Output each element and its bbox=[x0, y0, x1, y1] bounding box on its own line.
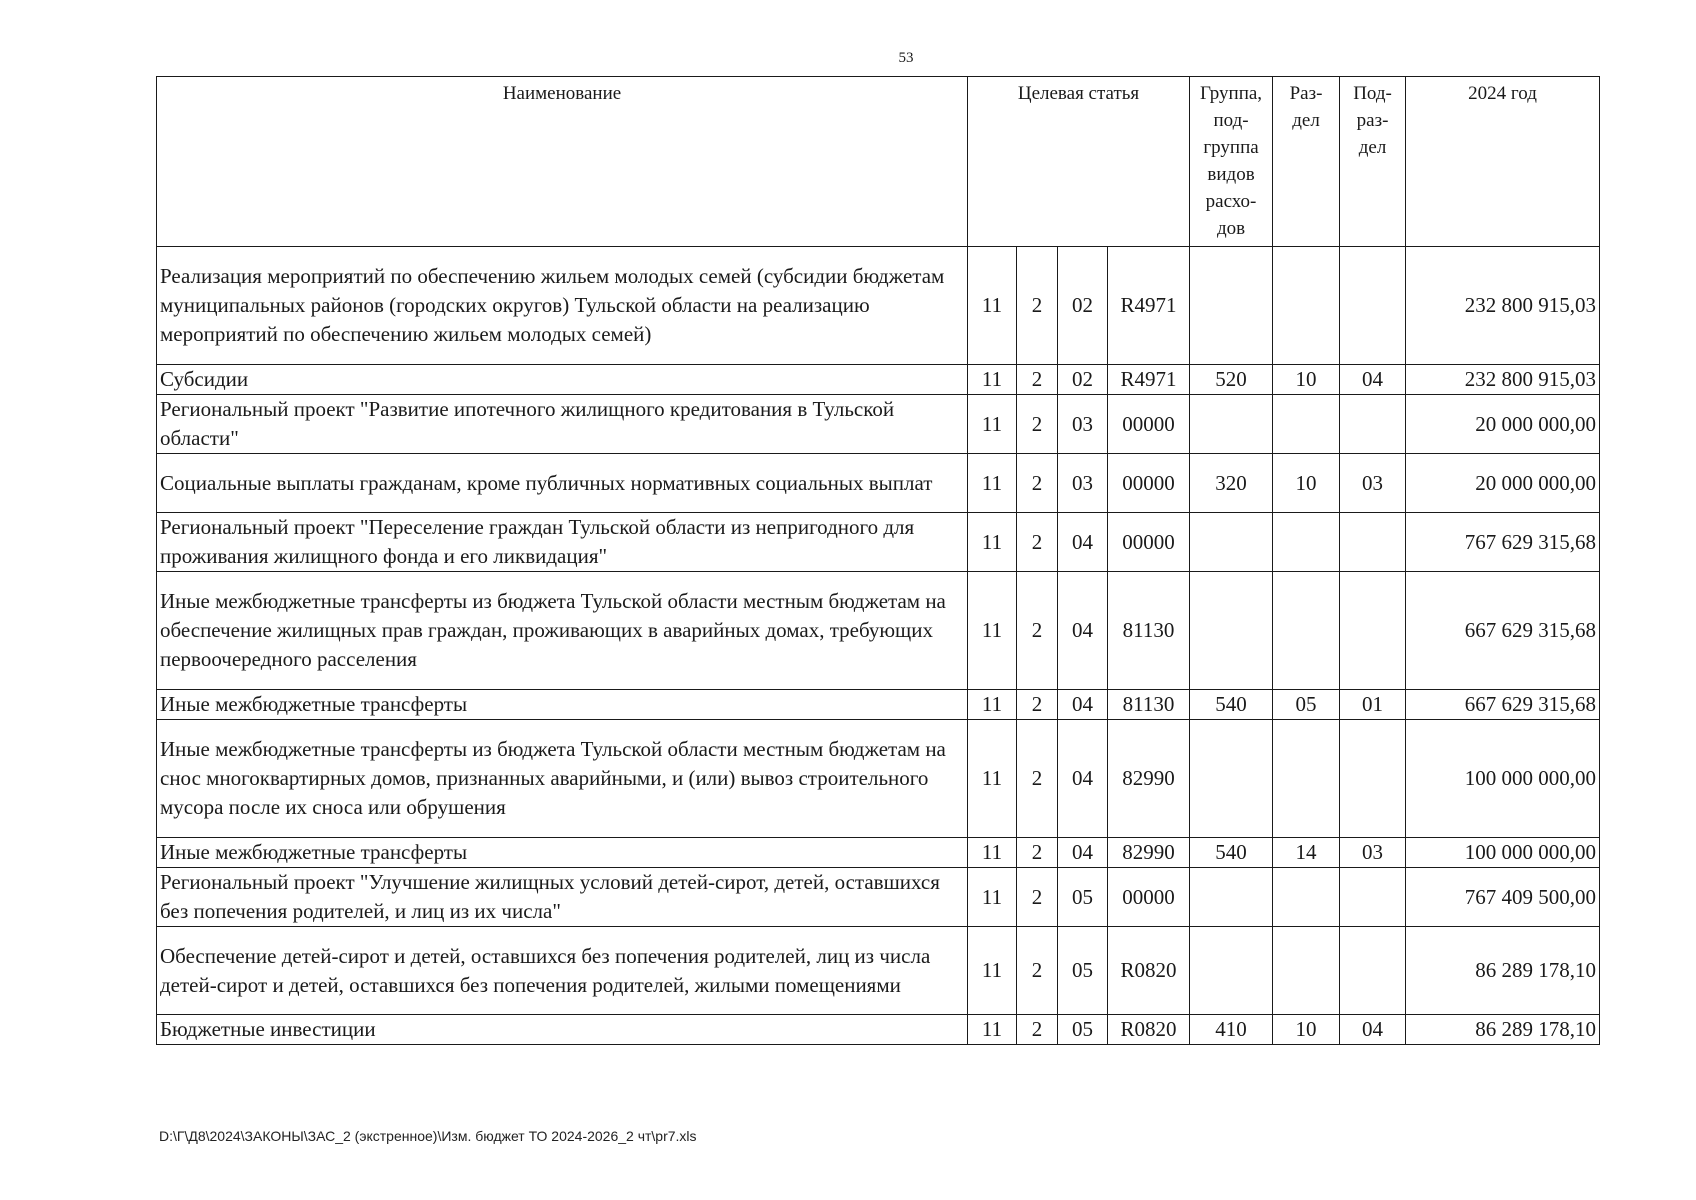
target-code-element: 05 bbox=[1058, 927, 1108, 1015]
row-name: Социальные выплаты гражданам, кроме публичных нормативных социальных выплат bbox=[157, 454, 968, 513]
expense-group bbox=[1190, 247, 1273, 365]
row-name: Обеспечение детей-сирот и детей, оставшихся без попечения родителей, лиц из числа детей-сирот и детей, оставшихся без попечения родителей, жилыми помещениями bbox=[157, 927, 968, 1015]
expense-group: 540 bbox=[1190, 838, 1273, 868]
target-code-program: 11 bbox=[968, 513, 1017, 572]
target-code-program: 11 bbox=[968, 690, 1017, 720]
target-code-type: 2 bbox=[1017, 927, 1058, 1015]
amount: 20 000 000,00 bbox=[1406, 395, 1600, 454]
target-code-element: 02 bbox=[1058, 247, 1108, 365]
target-code-program: 11 bbox=[968, 927, 1017, 1015]
target-code-type: 2 bbox=[1017, 720, 1058, 838]
target-code-program: 11 bbox=[968, 395, 1017, 454]
header-row bbox=[157, 77, 1600, 247]
section bbox=[1273, 720, 1340, 838]
target-code-direction: 82990 bbox=[1108, 720, 1190, 838]
row-name: Реализация мероприятий по обеспечению жильем молодых семей (субсидии бюджетам муниципальных районов (городских округов) Тульской области на реализацию мероприятий по обеспечению жильем молодых семей) bbox=[157, 247, 968, 365]
row-name: Бюджетные инвестиции bbox=[157, 1015, 968, 1045]
amount: 232 800 915,03 bbox=[1406, 365, 1600, 395]
subsection bbox=[1340, 395, 1406, 454]
target-code-element: 04 bbox=[1058, 720, 1108, 838]
target-code-direction: 00000 bbox=[1108, 513, 1190, 572]
amount: 767 409 500,00 bbox=[1406, 868, 1600, 927]
target-code-direction: R0820 bbox=[1108, 1015, 1190, 1045]
target-code-program: 11 bbox=[968, 1015, 1017, 1045]
target-code-program: 11 bbox=[968, 454, 1017, 513]
amount: 86 289 178,10 bbox=[1406, 927, 1600, 1015]
target-code-element: 04 bbox=[1058, 572, 1108, 690]
subsection bbox=[1340, 868, 1406, 927]
target-code-direction: 82990 bbox=[1108, 838, 1190, 868]
amount: 100 000 000,00 bbox=[1406, 838, 1600, 868]
amount: 232 800 915,03 bbox=[1406, 247, 1600, 365]
target-code-program: 11 bbox=[968, 572, 1017, 690]
section: 10 bbox=[1273, 454, 1340, 513]
target-code-element: 02 bbox=[1058, 365, 1108, 395]
budget-table bbox=[156, 76, 1600, 1045]
row-name: Региональный проект "Улучшение жилищных условий детей-сирот, детей, оставшихся без попечения родителей, и лиц из их числа" bbox=[157, 868, 968, 927]
target-code-type: 2 bbox=[1017, 365, 1058, 395]
target-code-type: 2 bbox=[1017, 690, 1058, 720]
table-row bbox=[157, 927, 1600, 1015]
target-code-direction: 00000 bbox=[1108, 395, 1190, 454]
target-code-element: 05 bbox=[1058, 1015, 1108, 1045]
section bbox=[1273, 513, 1340, 572]
subsection: 03 bbox=[1340, 838, 1406, 868]
row-name: Иные межбюджетные трансферты bbox=[157, 690, 968, 720]
table-row bbox=[157, 572, 1600, 690]
subsection bbox=[1340, 572, 1406, 690]
expense-group bbox=[1190, 513, 1273, 572]
target-code-type: 2 bbox=[1017, 513, 1058, 572]
amount: 100 000 000,00 bbox=[1406, 720, 1600, 838]
target-code-direction: R4971 bbox=[1108, 365, 1190, 395]
amount: 667 629 315,68 bbox=[1406, 690, 1600, 720]
target-code-direction: 81130 bbox=[1108, 572, 1190, 690]
target-code-type: 2 bbox=[1017, 454, 1058, 513]
subsection: 03 bbox=[1340, 454, 1406, 513]
section bbox=[1273, 572, 1340, 690]
subsection: 04 bbox=[1340, 365, 1406, 395]
header-name: Наименование bbox=[157, 77, 968, 247]
table-row bbox=[157, 1015, 1600, 1045]
target-code-element: 04 bbox=[1058, 513, 1108, 572]
table-row bbox=[157, 513, 1600, 572]
section: 10 bbox=[1273, 1015, 1340, 1045]
page-number: 53 bbox=[898, 50, 914, 66]
file-path-footer: D:\Г\Д8\2024\ЗАКОНЫ\ЗАС_2 (экстренное)\Изм. бюджет ТО 2024-2026_2 чт\pr7.xls bbox=[159, 1128, 697, 1144]
header-target: Целевая статья bbox=[968, 77, 1190, 247]
target-code-direction: R4971 bbox=[1108, 247, 1190, 365]
expense-group: 540 bbox=[1190, 690, 1273, 720]
target-code-element: 05 bbox=[1058, 868, 1108, 927]
target-code-element: 04 bbox=[1058, 690, 1108, 720]
row-name: Иные межбюджетные трансферты из бюджета Тульской области местным бюджетам на снос многоквартирных домов, признанных аварийными, и (или) вывоз строительного мусора после их сноса или обрушения bbox=[157, 720, 968, 838]
amount: 767 629 315,68 bbox=[1406, 513, 1600, 572]
expense-group bbox=[1190, 720, 1273, 838]
target-code-type: 2 bbox=[1017, 247, 1058, 365]
target-code-program: 11 bbox=[968, 365, 1017, 395]
row-name: Иные межбюджетные трансферты из бюджета Тульской области местным бюджетам на обеспечение жилищных прав граждан, проживающих в аварийных домах, требующих первоочередного расселения bbox=[157, 572, 968, 690]
target-code-type: 2 bbox=[1017, 572, 1058, 690]
table-row bbox=[157, 454, 1600, 513]
target-code-direction: 00000 bbox=[1108, 868, 1190, 927]
target-code-direction: R0820 bbox=[1108, 927, 1190, 1015]
table-row bbox=[157, 690, 1600, 720]
subsection bbox=[1340, 720, 1406, 838]
expense-group bbox=[1190, 572, 1273, 690]
target-code-element: 04 bbox=[1058, 838, 1108, 868]
target-code-direction: 00000 bbox=[1108, 454, 1190, 513]
table-row bbox=[157, 247, 1600, 365]
row-name: Региональный проект "Переселение граждан Тульской области из непригодного для проживания жилищного фонда и его ликвидация" bbox=[157, 513, 968, 572]
target-code-program: 11 bbox=[968, 720, 1017, 838]
target-code-element: 03 bbox=[1058, 395, 1108, 454]
row-name: Иные межбюджетные трансферты bbox=[157, 838, 968, 868]
target-code-type: 2 bbox=[1017, 1015, 1058, 1045]
expense-group: 410 bbox=[1190, 1015, 1273, 1045]
table-row bbox=[157, 720, 1600, 838]
row-name: Субсидии bbox=[157, 365, 968, 395]
table-row bbox=[157, 395, 1600, 454]
target-code-program: 11 bbox=[968, 868, 1017, 927]
header-subsection: Под-раз-дел bbox=[1340, 77, 1406, 247]
expense-group bbox=[1190, 868, 1273, 927]
header-group: Группа, под-группа видов расхо-дов bbox=[1190, 77, 1273, 247]
subsection bbox=[1340, 247, 1406, 365]
table-row bbox=[157, 365, 1600, 395]
subsection: 04 bbox=[1340, 1015, 1406, 1045]
target-code-type: 2 bbox=[1017, 395, 1058, 454]
section bbox=[1273, 927, 1340, 1015]
target-code-program: 11 bbox=[968, 838, 1017, 868]
expense-group bbox=[1190, 927, 1273, 1015]
section: 05 bbox=[1273, 690, 1340, 720]
amount: 667 629 315,68 bbox=[1406, 572, 1600, 690]
target-code-element: 03 bbox=[1058, 454, 1108, 513]
target-code-type: 2 bbox=[1017, 838, 1058, 868]
table-row bbox=[157, 838, 1600, 868]
subsection: 01 bbox=[1340, 690, 1406, 720]
expense-group: 520 bbox=[1190, 365, 1273, 395]
section bbox=[1273, 395, 1340, 454]
expense-group: 320 bbox=[1190, 454, 1273, 513]
amount: 20 000 000,00 bbox=[1406, 454, 1600, 513]
section: 14 bbox=[1273, 838, 1340, 868]
target-code-type: 2 bbox=[1017, 868, 1058, 927]
header-year: 2024 год bbox=[1406, 77, 1600, 247]
section bbox=[1273, 868, 1340, 927]
subsection bbox=[1340, 513, 1406, 572]
subsection bbox=[1340, 927, 1406, 1015]
section: 10 bbox=[1273, 365, 1340, 395]
section bbox=[1273, 247, 1340, 365]
target-code-program: 11 bbox=[968, 247, 1017, 365]
target-code-direction: 81130 bbox=[1108, 690, 1190, 720]
row-name: Региональный проект "Развитие ипотечного жилищного кредитования в Тульской области" bbox=[157, 395, 968, 454]
amount: 86 289 178,10 bbox=[1406, 1015, 1600, 1045]
table-row bbox=[157, 868, 1600, 927]
header-section: Раз-дел bbox=[1273, 77, 1340, 247]
expense-group bbox=[1190, 395, 1273, 454]
